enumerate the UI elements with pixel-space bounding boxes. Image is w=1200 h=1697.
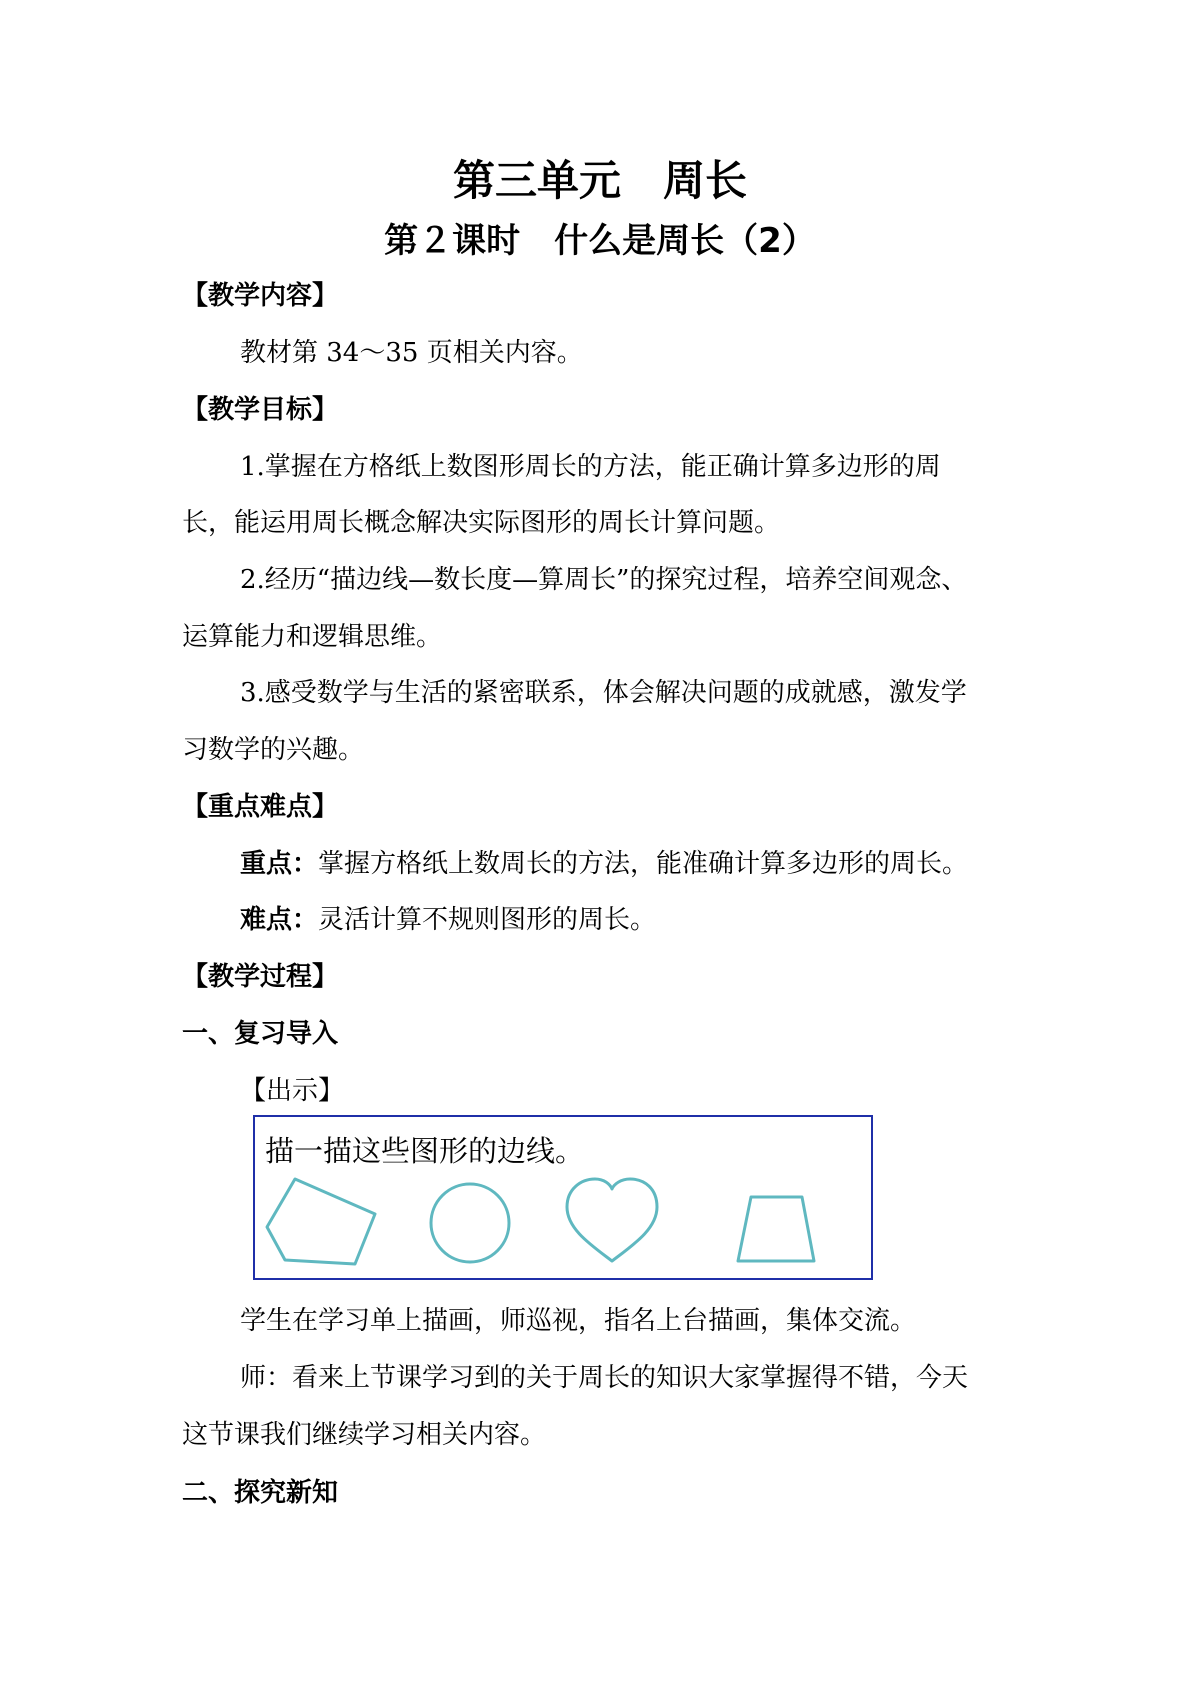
show-label: 【出示】 bbox=[240, 1076, 345, 1106]
figure-caption: 描一描这些图形的边线。 bbox=[265, 1134, 585, 1168]
difficulty-label: 难点： bbox=[240, 905, 319, 935]
section-key-heading: 【重点难点】 bbox=[182, 792, 339, 822]
shapes-figure bbox=[253, 1115, 873, 1280]
shapes-illustration bbox=[255, 1117, 871, 1278]
section-process-heading: 【教学过程】 bbox=[182, 962, 339, 992]
goal3-line1: 3.感受数学与生活的紧密联系，体会解决问题的成就感，激发学 bbox=[240, 678, 967, 708]
content-text: 教材第 34～35 页相关内容。 bbox=[240, 338, 583, 368]
trapezoid-shape bbox=[738, 1197, 814, 1261]
goal2-line1: 2.经历“描边线—数长度—算周长”的探究过程，培养空间观念、 bbox=[240, 565, 968, 595]
difficulty-text: 灵活计算不规则图形的周长。 bbox=[318, 905, 657, 935]
difficulty-point bbox=[240, 905, 656, 935]
pentagon-shape bbox=[267, 1179, 375, 1264]
section-goals-heading: 【教学目标】 bbox=[182, 395, 339, 425]
teacher-line2: 这节课我们继续学习相关内容。 bbox=[182, 1420, 547, 1450]
lesson-title: 第２课时 什么是周长（2） bbox=[384, 221, 816, 261]
unit-title: 第三单元 周长 bbox=[452, 156, 747, 205]
key-text: 掌握方格纸上数周长的方法，能准确计算多边形的周长。 bbox=[318, 849, 969, 879]
part1-heading: 一、复习导入 bbox=[182, 1019, 339, 1049]
key-label: 重点： bbox=[240, 849, 319, 879]
goal2-line2: 运算能力和逻辑思维。 bbox=[182, 622, 443, 652]
heart-shape bbox=[567, 1179, 657, 1261]
goal1-line1: 1.掌握在方格纸上数图形周长的方法，能正确计算多边形的周 bbox=[240, 452, 941, 482]
key-point bbox=[240, 849, 968, 879]
part2-heading: 二、探究新知 bbox=[182, 1478, 339, 1508]
goal1-line2: 长，能运用周长概念解决实际图形的周长计算问题。 bbox=[182, 508, 781, 538]
activity-text: 学生在学习单上描画，师巡视，指名上台描画，集体交流。 bbox=[240, 1306, 917, 1336]
circle-shape bbox=[431, 1184, 509, 1262]
teacher-line1: 师：看来上节课学习到的关于周长的知识大家掌握得不错，今天 bbox=[240, 1363, 969, 1393]
goal3-line2: 习数学的兴趣。 bbox=[182, 735, 365, 765]
section-content-heading: 【教学内容】 bbox=[182, 281, 339, 311]
